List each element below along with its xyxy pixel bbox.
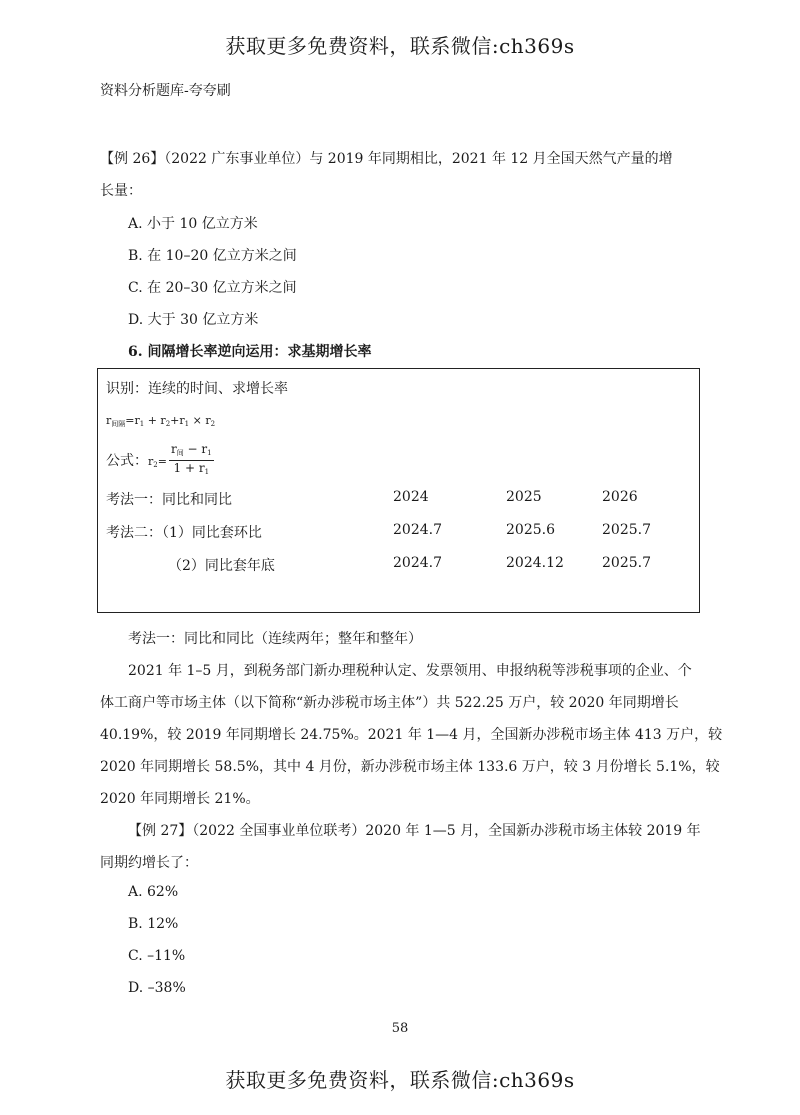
example-26-question-line1: 【例 26】（2022 广东事业单位）与 2019 年同期相比，2021 年 12 月全国天然气产量的增 — [100, 151, 673, 167]
method-2-period-3: 2025.7 — [602, 522, 651, 538]
example-26-option-c: C. 在 20–30 亿立方米之间 — [128, 280, 297, 296]
method-2-period-2: 2025.6 — [506, 522, 555, 538]
method-2b-label: （2）同比套年底 — [168, 558, 275, 574]
method-1-title: 考法一：同比和同比（连续两年；整年和整年） — [128, 631, 422, 647]
top-watermark-banner: 获取更多免费资料，联系微信:ch369s — [225, 34, 575, 58]
material-paragraph-line1: 2021 年 1–5 月，到税务部门新办理税种认定、发票领用、申报纳税等涉税事项的企业、个 — [128, 663, 692, 679]
material-paragraph-line4: 2020 年同期增长 58.5%，其中 4 月份，新办涉税市场主体 133.6 万户，较 3 月份增长 5.1%，较 — [100, 759, 720, 775]
material-paragraph-line2: 体工商户等市场主体（以下简称“新办涉税市场主体”）共 522.25 万户，较 2020 年同期增长 — [100, 695, 679, 711]
page-number: 58 — [391, 1021, 409, 1036]
method-2b-period-1: 2024.7 — [393, 555, 442, 571]
interval-growth-formula: $r_{间隔}=r_1 + r_2+r_1 \times r_2$ — [106, 414, 216, 428]
example-27-option-a: A. 62% — [128, 884, 179, 900]
example-26-option-b: B. 在 10–20 亿立方米之间 — [128, 248, 297, 264]
example-27-question-line1: 【例 27】（2022 全国事业单位联考）2020 年 1—5 月，全国新办涉税市场主体较 2019 年 — [128, 823, 701, 839]
method-2-period-1: 2024.7 — [393, 522, 442, 538]
base-growth-formula: 公式：$r_2=$ $\frac{r_间 - r_1}{1 + r_1}$ — [106, 442, 214, 480]
formula-fraction: $\frac{r_间 - r_1}{1 + r_1}$ — [170, 442, 212, 476]
example-26-option-a: A. 小于 10 亿立方米 — [128, 216, 258, 232]
box-identify-line: 识别：连续的时间、求增长率 — [106, 381, 288, 397]
section-6-title: 6. 间隔增长率逆向运用：求基期增长率 — [128, 344, 372, 360]
method-2b-period-2: 2024.12 — [506, 555, 564, 571]
example-27-question-line2: 同期约增长了： — [100, 855, 198, 871]
material-paragraph-line5: 2020 年同期增长 21%。 — [100, 791, 260, 807]
example-27-option-b: B. 12% — [128, 916, 179, 932]
example-27-option-c: C. –11% — [128, 948, 186, 964]
example-26-option-d: D. 大于 30 亿立方米 — [128, 312, 259, 328]
example-26-question-line2: 长量： — [100, 183, 142, 199]
material-paragraph-line3: 40.19%，较 2019 年同期增长 24.75%。2021 年 1—4 月，全国新办涉税市场主体 413 万户，较 — [100, 727, 723, 743]
method-1-year-3: 2026 — [602, 489, 638, 505]
method-1-year-1: 2024 — [393, 489, 429, 505]
method-1-label: 考法一：同比和同比 — [106, 492, 232, 508]
method-1-year-2: 2025 — [506, 489, 542, 505]
page-header: 资料分析题库-夸夸刷 — [100, 83, 231, 99]
method-2b-period-3: 2025.7 — [602, 555, 651, 571]
bottom-watermark-banner: 获取更多免费资料，联系微信:ch369s — [225, 1068, 575, 1092]
method-2-label: 考法二：（1）同比套环比 — [106, 525, 262, 541]
example-27-option-d: D. –38% — [128, 980, 186, 996]
